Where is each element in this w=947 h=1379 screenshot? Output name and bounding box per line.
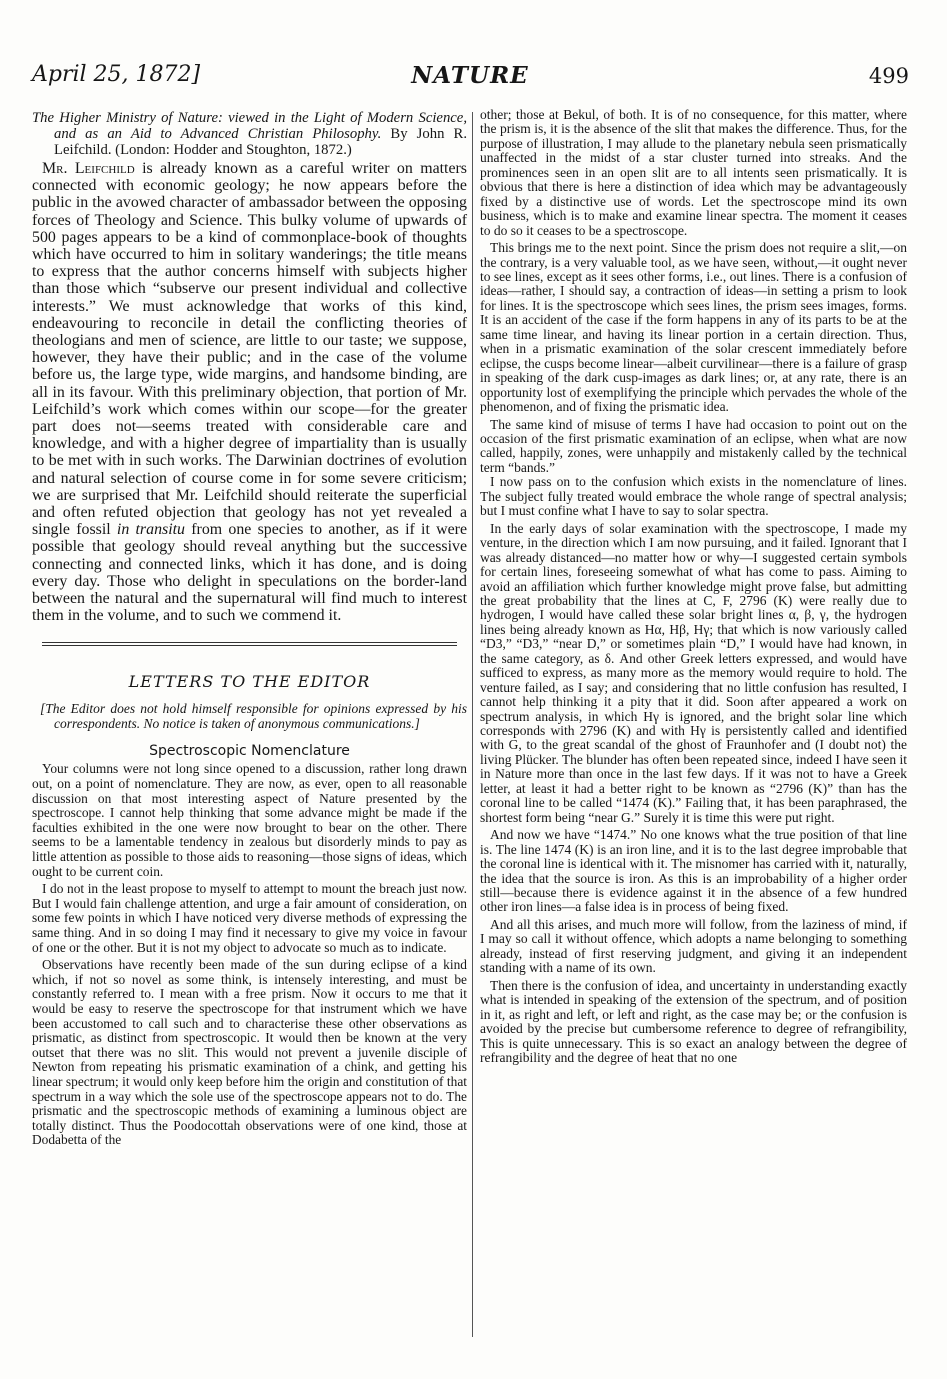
letter-paragraph: The same kind of misuse of terms I have had occasion to point out on the occasion of the first prismatic examination of an eclipse, when what are now called, happily, zones, were unhappily and mistakenly called by the technical term “bands.” <box>480 416 907 475</box>
book-publication-details: By John R. Leifchild. (London: Hodder and Stoughton, 1872.) <box>54 126 468 158</box>
letter-heading: Spectroscopic Nomenclature <box>149 743 350 760</box>
letter-paragraph: And all this arises, and much more will follow, from the laziness of mind, if I may so call it without offence, which adopts a name belonging to something already, instead of first reserving judgment, and giving it an independent standing with a name of its own. <box>480 916 907 976</box>
letter-paragraph: I do not in the least propose to myself to attempt to mount the breach just now. But I would fain challenge attention, and urge a fair amount of consideration, on some few points in which I have noticed very diverse methods of expressing the same thing. And in so doing I may find it necessary to give my voice in favour of one or the other. But it is not my object to advocate so much as to indicate. <box>32 881 467 955</box>
review-author-lead: Mr. Leifchild <box>42 160 135 177</box>
left-column <box>32 108 467 1148</box>
letter-paragraph: Observations have recently been made of the sun during eclipse of a kind which, if not so novel as some think, is intensely interesting, and must be constantly referred to. I mean with a free prism. Now it occurs to me that it would be easy to reserve the spectroscope for that instrument which we have been accustomed to call such and to characterise these other observations as prismatic, as distinct from spectroscopic. It would then be known at the very outset that there was no slit. This would not prevent a juvenile disciple of Newton from repeating his prismatic examination of a chink, and getting his linear spectrum; it would only keep before him the origin and constitution of that spectrum in a way which the sole use of the spectroscope appears not to do. The prismatic and the spectroscopic methods of examining a luminous object are totally distinct. Thus the Poodocottah observations were of one kind, those at Dodabetta of the <box>32 957 467 1148</box>
review-book-title <box>32 110 467 158</box>
letter-paragraph: Your columns were not long since opened to a discussion, rather long drawn out, on a point of nomenclature. They are now, as ever, open to all reasonable discussion on that most interesting aspect of Nature presented by the spectroscope. I cannot help thinking that some advance might be made if the faculties exhibited in the one were now brought to bear on the other. There seems to be a lamentable tendency in zealous but disorderly minds to pay as little attention as possible to those aids to reasoning—those signs of ideas, which ought to be current coin. <box>32 761 467 879</box>
letter-paragraph: I now pass on to the confusion which exists in the nomenclature of lines. The subject fully treated would embrace the whole range of spectral analysis; but I must confine what I have to say to solar spectra. <box>480 474 907 519</box>
letter-paragraph: This brings me to the next point. Since the prism does not require a slit,—on the contrary, is a very valuable tool, as we have seen, without,—it ought never to see lines, except as it sees other forms, i.e., out lines. There is a confusion of ideas—rather, I should say, a contraction of ideas—in setting a prism to look for lines. It is the spectroscope which sees lines, the prism sees images, forms. It is an accident of the case if the form happens in any of its parts to be at the same time linear, and having its linear portion in a certain direction. Thus, when in a prismatic examination of the solar crescent immediately before eclipse, the cusps become linear—albeit curvilinear—there is a failure of grasp in speaking of the dark cusp-images as dark lines; or, at any rate, there is an opportunity lost of exemplifying the principle which pervades the whole of the phenomenon, and of fixing the prismatic idea. <box>480 240 907 415</box>
review-text-end: from one species to another, as if it were possible that geology should reveal anything but the successive connecting and connected links, which it has done, and is doing every day. Those who delight in speculations on the border-land between the natural and the supernatural will find much to interest them in the volume, and to such we commend it. <box>32 521 467 625</box>
section-divider <box>42 642 457 646</box>
book-title-text: The Higher Ministry of Nature: viewed in the Light of Modern Science, and as an Aid to Advanced Christian Philosophy. <box>32 110 467 142</box>
review-italic-phrase: in transitu <box>116 521 185 539</box>
letters-section-title: LETTERS TO THE EDITOR <box>128 672 371 692</box>
journal-title: NATURE <box>411 62 529 89</box>
editor-disclaimer: [The Editor does not hold himself responsible for opinions expressed by his correspondents. No notice is taken of anonymous communications.] <box>40 701 467 732</box>
right-column <box>480 108 907 1065</box>
column-divider <box>472 112 473 1337</box>
letter-paragraph: In the early days of solar examination with the spectroscope, I made my venture, in the direction which I am now pursuing, and it failed. Ignorant that I was already distanced—no matter how or why—I suggested certain symbols for certain lines, foreseeing somewhat of what has come to pass. Aiming to avoid an affiliation which further knowledge might prove false, but admitting the great probability that the lines at C, F, 2796 (K) were really due to hydrogen, I would have called these solar bright lines α, β, γ, the hydrogen lines being already known as Hα, Hβ, Hγ; that which is now variously called “D3,” “D3,” “near D,” or sometimes plain “D,” I would have had known, in the same category, as δ. And other Greek letters expressed, and would have sufficed to express, as many more as the memory would require to hold. The venture failed, as I say; and considering that no little confusion has resulted, I cannot help thinking it a pity that it did. Soon after appeared a work on spectrum analysis, in which Hγ is ignored, and the bright solar line which corresponds with 2796 (K) and with Hγ is persistently called and identified with G, to the great scandal of the ghost of Fraunhofer and (I doubt not) the living Plücker. The blunder has often been repeated since, indeed I have seen it in Nature more than once in the last few days. If it was not to have a Greek letter, at least it had a better right to be known as “2796 (K)” than has the coronal line to be called “1474 (K).” Failing that, it has been paraphrased, the shortest form being “near G.” Surely it is time this were put right. <box>480 520 907 825</box>
review-text: is already known as a careful writer on matters connected with economic geology; he now appears before the public in the avowed character of ambassador between the opposing forces of Theology and Science. This bulky volume of upwards of 500 pages appears to be a kind of commonplace-book of thoughts which have occurred to him in solitary wanderings; the title means to express that the author concerns himself with subjects higher than those which “subserve our present individual and collective interests.” We must acknowledge that works of this kind, endeavouring to reconcile in detail the conflicting theories of theologians and men of science, are little to our taste; we suppose, however, they have their public; and in the case of the volume before us, the large type, wide margins, and handsome binding, are all in its favour. With this preliminary objection, that portion of Mr. Leifchild’s work which comes within our scope—for the greater part does not—seems treated with considerable care and knowledge, and with a higher degree of impartiality than is usually to be met with in such works. The Darwinian doctrines of evolution and natural selection of course come in for some severe criticism; we are surprised that Mr. Leifchild should reiterate the superficial and often refuted objection that geology has not yet revealed a single fossil <box>32 160 467 539</box>
letter-paragraph: And now we have “1474.” No one knows what the true position of that line is. The line 1474 (K) is an iron line, and it is to the last degree improbable that the coronal line is identical with it. The misnomer has carried with it, naturally, the idea that the source is iron. As this is an improbability of a higher order still—because there is evidence against it in the absence of a few hundred other iron lines—a false idea is in process of being fixed. <box>480 827 908 915</box>
letter-paragraph: Then there is the confusion of idea, and uncertainty in understanding exactly what is intended in speaking of the extension of the spectrum, and of position in it, as right and left, or left and right, as the case may be; or the confusion is avoided by the precise but cumbersome reference to degree of refrangibility, This is quite unnecessary. This is so exact an analogy between the degree of refrangibility and the degree of heat that no one <box>480 977 907 1065</box>
page-number: 499 <box>868 64 909 88</box>
issue-date: April 25, 1872] <box>32 62 201 87</box>
letter-paragraph: other; those at Bekul, of both. It is of no consequence, for this matter, where the prism is, it is the absence of the slit that makes the difference. Thus, for the purpose of illustration, I may allude to the planetary nebula seen prismatically unaffected in the midst of a star cluster turned into streaks. And the prominences seen in an open slit are to all intents seen prismatically. It is obvious that there is here a distinction of idea which may be advantageously fixed by a distinctive use of words. Let the spectroscope mind its own business, which is to make and examine linear spectra. The moment it ceases to do so it ceases to be a spectroscope. <box>480 107 907 238</box>
review-paragraph <box>32 160 467 624</box>
